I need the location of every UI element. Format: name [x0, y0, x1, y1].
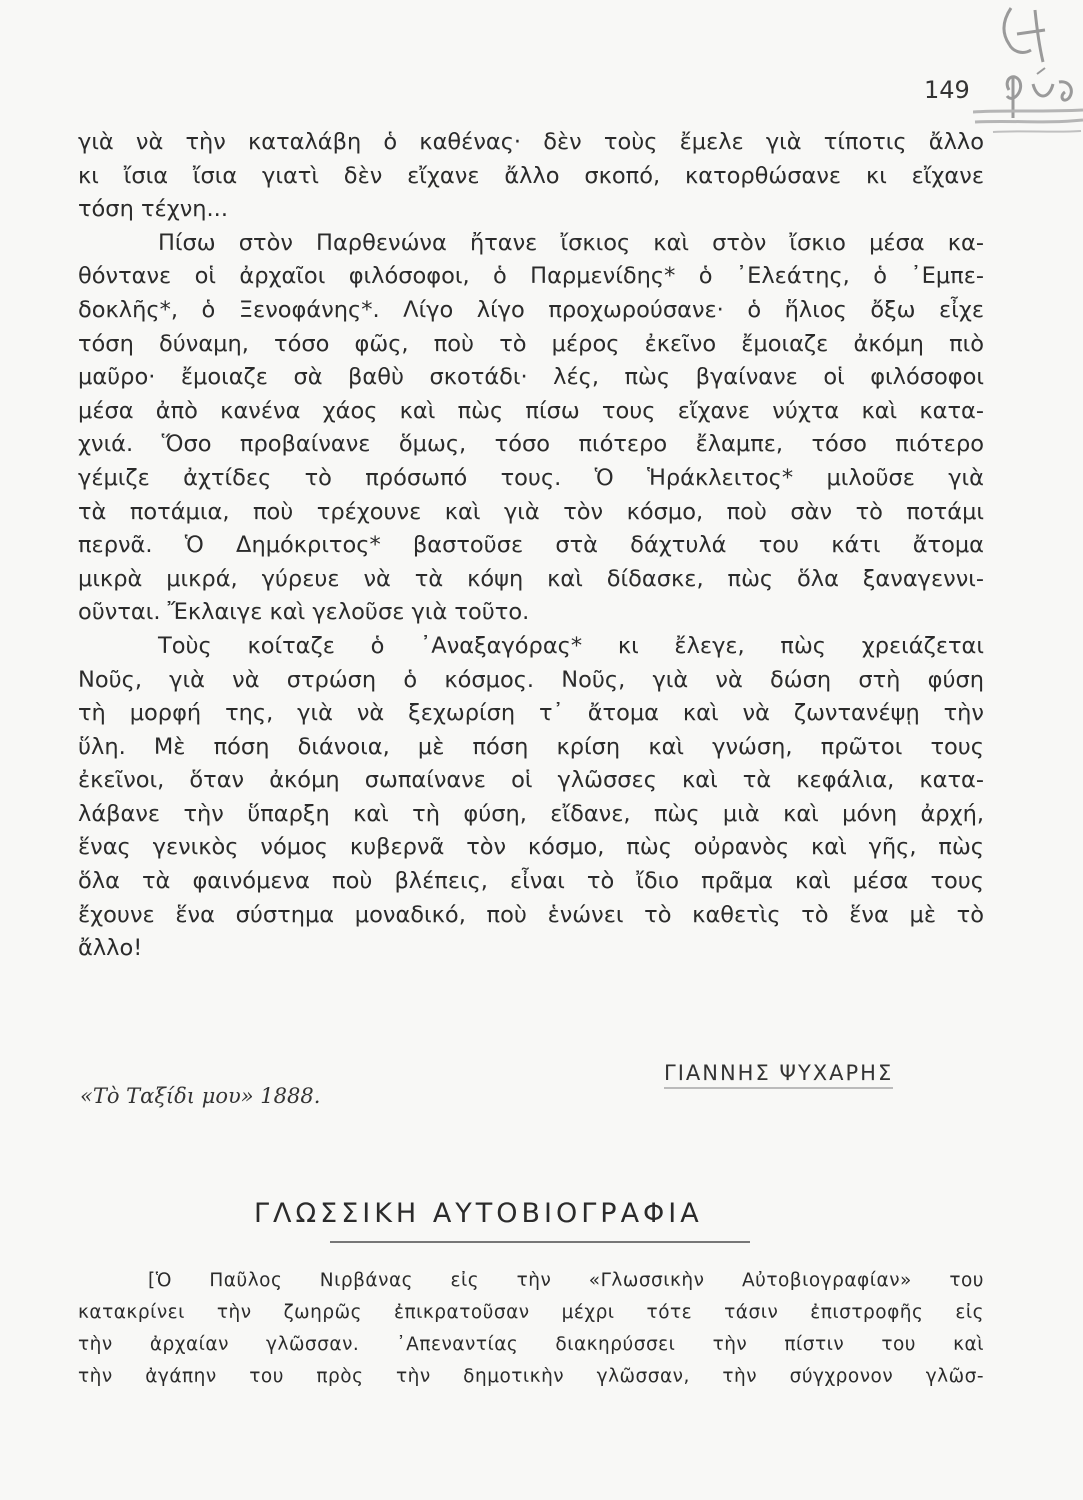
text-line: ὅλα τὰ φαινόμενα ποὺ βλέπεις, εἶναι τὸ ἴδιο πρᾶμα καὶ μέσα τους: [78, 868, 984, 895]
handwritten-annotation: [973, 0, 1083, 140]
source-citation: «Τὸ Ταξίδι μου» 1888.: [80, 1084, 321, 1108]
text-line: ἕνας γενικὸς νόμος κυβερνᾶ τὸν κόσμο, πὼς οὐρανὸς καὶ γῆς, πὼς: [78, 834, 984, 861]
section-intro: [78, 1265, 984, 1393]
text-line: Πίσω στὸν Παρθενώνα ἤτανε ἴσκιος καὶ στὸν ἴσκιο μέσα κα-: [158, 229, 984, 256]
text-line: χνιά. Ὅσο προβαίνανε ὅμως, τόσο πιότερο ἔλαμπε, τόσο πιότερο: [78, 431, 984, 458]
text-line: κι ἴσια ἴσια γιατὶ δὲν εἴχανε ἄλλο σκοπό, κατορθώσανε κι εἴχανε: [78, 162, 984, 189]
text-line: ἐκεῖνοι, ὅταν ἀκόμη σωπαίνανε οἱ γλῶσσες καὶ τὰ κεφάλια, κατα-: [78, 767, 984, 794]
text-line: λάβανε τὴν ὕπαρξη καὶ τὴ φύση, εἴδανε, πὼς μιὰ καὶ μόνη ἀρχή,: [78, 800, 984, 827]
text-line: τὴν ἀγάπην του πρὸς τὴν δημοτικὴν γλῶσσαν, τὴν σύγχρονον γλῶσ-: [78, 1366, 984, 1387]
text-line: ἄλλο!: [78, 935, 143, 962]
text-line: οῦνται. Ἔκλαιγε καὶ γελοῦσε γιὰ τοῦτο.: [78, 599, 530, 626]
text-line: μέσα ἀπὸ κανένα χάος καὶ πὼς πίσω τους εἴχανε νύχτα καὶ κατα-: [78, 397, 984, 424]
text-line: [Ὁ Παῦλος Νιρβάνας εἰς τὴν «Γλωσσικὴν Αὐτοβιογραφίαν» του: [148, 1270, 984, 1291]
text-line: μαῦρο· ἔμοιαζε σὰ βαθὺ σκοτάδι· λές, πὼς βγαίνανε οἱ φιλόσοφοι: [78, 364, 984, 391]
text-line: τὰ ποτάμια, ποὺ τρέχουνε καὶ γιὰ τὸν κόσμο, ποὺ σὰν τὸ ποτάμι: [78, 498, 984, 525]
text-line: τὴ μορφή της, γιὰ νὰ ξεχωρίση τ᾿ ἄτομα καὶ νὰ ζωντανέψῃ τὴν: [78, 700, 984, 727]
page-number: 149: [924, 76, 970, 104]
article-body: [78, 126, 984, 966]
text-line: περνᾶ. Ὁ Δημόκριτος* βαστοῦσε στὰ δάχτυλά του κάτι ἄτομα: [78, 532, 984, 559]
title-divider: [330, 1241, 750, 1243]
text-line: γέμιζε ἀχτίδες τὸ πρόσωπό τους. Ὁ Ἡράκλειτος* μιλοῦσε γιὰ: [78, 464, 984, 491]
text-line: Νοῦς, γιὰ νὰ στρώση ὁ κόσμος. Νοῦς, γιὰ νὰ δώση στὴ φύση: [78, 666, 984, 693]
text-line: τόση τέχνη...: [78, 196, 228, 223]
section-title: ΓΛΩΣΣΙΚΗ ΑΥΤΟΒΙΟΓΡΑΦΙΑ: [254, 1198, 703, 1229]
text-line: γιὰ νὰ τὴν καταλάβη ὁ καθένας· δὲν τοὺς ἔμελε γιὰ τίποτις ἄλλο: [78, 129, 984, 155]
text-line: τόση δύναμη, τόσο φῶς, ποὺ τὸ μέρος ἐκεῖνο ἔμοιαζε ἀκόμη πιὸ: [78, 330, 984, 357]
text-line: τὴν ἀρχαίαν γλῶσσαν. ᾿Απεναντίας διακηρύσσει τὴν πίστιν του καὶ: [78, 1334, 984, 1355]
text-line: Τοὺς κοίταζε ὁ ᾿Αναξαγόρας* κι ἔλεγε, πὼς χρειάζεται: [158, 632, 984, 659]
author-signature: ΓΙΑΝΝΗΣ ΨΥΧΑΡΗΣ: [664, 1061, 893, 1089]
text-line: μικρὰ μικρά, γύρευε νὰ τὰ κόψη καὶ δίδασκε, πὼς ὅλα ξαναγεννι-: [78, 565, 984, 592]
text-line: δοκλῆς*, ὁ Ξενοφάνης*. Λίγο λίγο προχωρούσανε· ὁ ἥλιος ὄξω εἶχε: [78, 296, 984, 323]
text-line: κατακρίνει τὴν ζωηρῶς ἐπικρατοῦσαν μέχρι τότε τάσιν ἐπιστροφῆς εἰς: [78, 1302, 984, 1323]
text-line: θόντανε οἱ ἀρχαῖοι φιλόσοφοι, ὁ Παρμενίδης* ὁ ᾿Ελεάτης, ὁ ᾿Εμπε-: [78, 263, 984, 290]
text-line: ὕλη. Μὲ πόση διάνοια, μὲ πόση κρίση καὶ γνώση, πρῶτοι τους: [78, 733, 984, 760]
text-line: ἔχουνε ἕνα σύστημα μοναδικό, ποὺ ἑνώνει τὸ καθετὶς τὸ ἕνα μὲ τὸ: [78, 901, 984, 928]
